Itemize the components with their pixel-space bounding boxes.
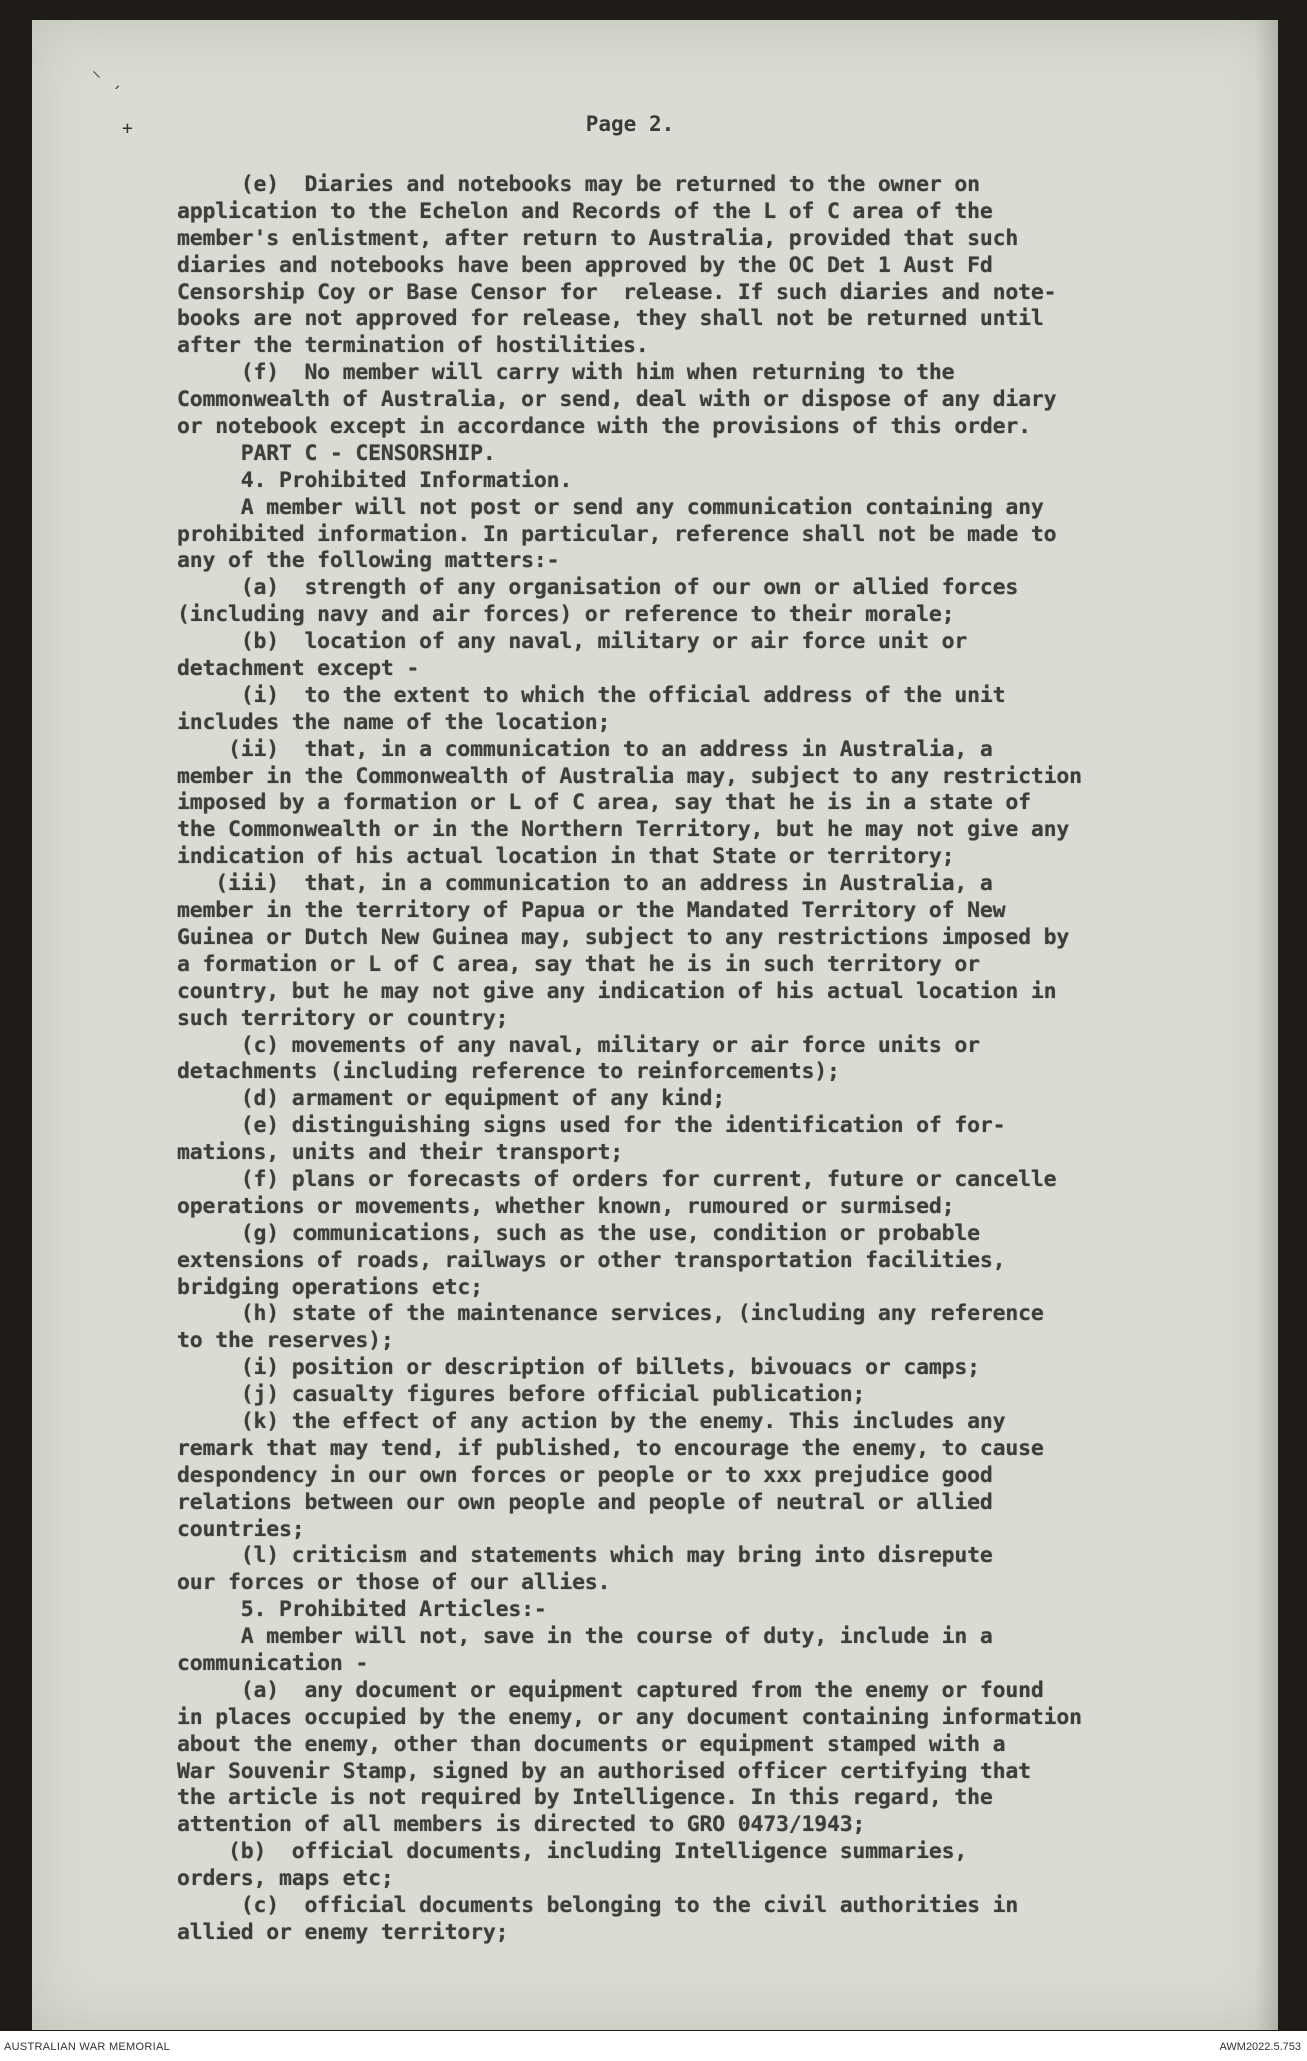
text-line: books are not approved for release, they shall not be returned until — [177, 306, 1044, 332]
text-line: relations between our own people and people of neutral or allied — [177, 1489, 993, 1515]
text-line: despondency in our own forces or people or to xxx prejudice good — [177, 1462, 993, 1488]
text-line: (h) state of the maintenance services, (including any reference — [177, 1301, 1044, 1327]
text-line: Censorship Coy or Base Censor for release. If such diaries and note- — [177, 279, 1057, 305]
text-line: diaries and notebooks have been approved by the OC Det 1 Aust Fd — [177, 252, 993, 278]
text-line: (g) communications, such as the use, condition or probable — [177, 1220, 980, 1246]
text-line: (b) location of any naval, military or air force unit or — [177, 629, 968, 655]
text-line: attention of all members is directed to GRO 0473/1943; — [177, 1812, 866, 1838]
text-line: (ii) that, in a communication to an address in Australia, a — [177, 736, 993, 762]
text-line: (e) Diaries and notebooks may be returned to the owner on — [177, 172, 980, 197]
text-line: extensions of roads, railways or other transportation facilities, — [177, 1247, 1006, 1273]
text-line: or notebook except in accordance with the provisions of this order. — [177, 414, 1031, 440]
text-line: (including navy and air forces) or reference to their morale; — [177, 602, 955, 628]
footer — [0, 2031, 1307, 2061]
text-line: (a) strength of any organisation of our own or allied forces — [177, 575, 1019, 601]
text-line: (j) casualty figures before official publication; — [177, 1382, 866, 1408]
text-line: remark that may tend, if published, to encourage the enemy, to cause — [177, 1435, 1044, 1461]
text-line: (iii) that, in a communication to an address in Australia, a — [177, 871, 993, 897]
text-line: the article is not required by Intelligence. In this regard, the — [177, 1785, 993, 1811]
text-line: PART C - CENSORSHIP. — [177, 440, 496, 466]
text-line: member's enlistment, after return to Australia, provided that such — [177, 225, 1019, 251]
text-line: prohibited information. In particular, reference shall not be made to — [177, 521, 1057, 547]
text-line: a formation or L of C area, say that he is in such territory or — [177, 951, 980, 977]
text-line: member in the territory of Papua or the Mandated Territory of New — [177, 898, 1006, 924]
text-line: (k) the effect of any action by the enemy. This includes any — [177, 1408, 1006, 1434]
pen-mark: + — [122, 118, 133, 139]
text-line: to the reserves); — [177, 1328, 394, 1354]
text-line: orders, maps etc; — [177, 1866, 394, 1892]
text-line: communication - — [177, 1650, 369, 1676]
text-line: countries; — [177, 1516, 305, 1542]
text-line: any of the following matters:- — [177, 548, 560, 574]
text-line: (e) distinguishing signs used for the identification of for- — [177, 1113, 1006, 1139]
text-line: indication of his actual location in that State or territory; — [177, 844, 955, 870]
text-line: mations, units and their transport; — [177, 1140, 624, 1166]
text-line: (c) official documents belonging to the civil authorities in — [177, 1893, 1019, 1918]
text-line: imposed by a formation or L of C area, say that he is in a state of — [177, 790, 1031, 816]
text-line: member in the Commonwealth of Australia may, subject to any restriction — [177, 763, 1082, 789]
text-line: the Commonwealth or in the Northern Territory, but he may not give any — [177, 817, 1070, 843]
text-line: after the termination of hostilities. — [177, 333, 649, 359]
text-line: (f) No member will carry with him when returning to the — [177, 360, 955, 386]
text-line: (b) official documents, including Intelligence summaries, — [177, 1839, 968, 1865]
text-line: allied or enemy territory; — [177, 1919, 509, 1945]
text-line: (l) criticism and statements which may bring into disrepute — [177, 1543, 993, 1569]
text-line: our forces or those of our allies. — [177, 1570, 611, 1596]
text-line: (c) movements of any naval, military or air force units or — [177, 1032, 980, 1058]
page-title: Page 2. — [585, 112, 675, 136]
text-line: A member will not post or send any communication containing any — [177, 494, 1044, 520]
text-line: 5. Prohibited Articles:- — [177, 1597, 547, 1623]
footer-reference-number: AWM2022.5.753 — [1219, 2041, 1301, 2053]
document-page — [32, 20, 1278, 2030]
footer-archive-name: AUSTRALIAN WAR MEMORIAL — [4, 2041, 171, 2053]
text-line: detachment except - — [177, 656, 420, 682]
text-line: (i) position or description of billets, bivouacs or camps; — [177, 1355, 980, 1381]
text-line: about the enemy, other than documents or equipment stamped with a — [177, 1731, 1006, 1757]
text-line: includes the name of the location; — [177, 709, 611, 735]
text-line: (a) any document or equipment captured from the enemy or found — [177, 1677, 1044, 1703]
text-line: Guinea or Dutch New Guinea may, subject to any restrictions imposed by — [177, 924, 1070, 950]
text-line: in places occupied by the enemy, or any document containing information — [177, 1704, 1082, 1730]
text-line: country, but he may not give any indication of his actual location in — [177, 978, 1057, 1004]
text-line: Commonwealth of Australia, or send, deal with or dispose of any diary — [177, 387, 1057, 413]
text-line: application to the Echelon and Records of the L of C area of the — [177, 198, 993, 224]
text-line: (f) plans or forecasts of orders for current, future or cancelle — [177, 1166, 1057, 1192]
pen-mark: ⸌ ˏ — [92, 68, 123, 89]
document-body — [177, 172, 1277, 1947]
text-line: such territory or country; — [177, 1005, 509, 1031]
text-line: (d) armament or equipment of any kind; — [177, 1086, 725, 1112]
text-line: detachments (including reference to reinforcements); — [177, 1059, 840, 1085]
text-line: 4. Prohibited Information. — [177, 467, 573, 493]
text-line: operations or movements, whether known, rumoured or surmised; — [177, 1193, 955, 1219]
text-line: War Souvenir Stamp, signed by an authorised officer certifying that — [177, 1758, 1031, 1784]
text-line: bridging operations etc; — [177, 1274, 483, 1300]
text-line: A member will not, save in the course of duty, include in a — [177, 1624, 993, 1650]
text-line: (i) to the extent to which the official address of the unit — [177, 682, 1006, 708]
